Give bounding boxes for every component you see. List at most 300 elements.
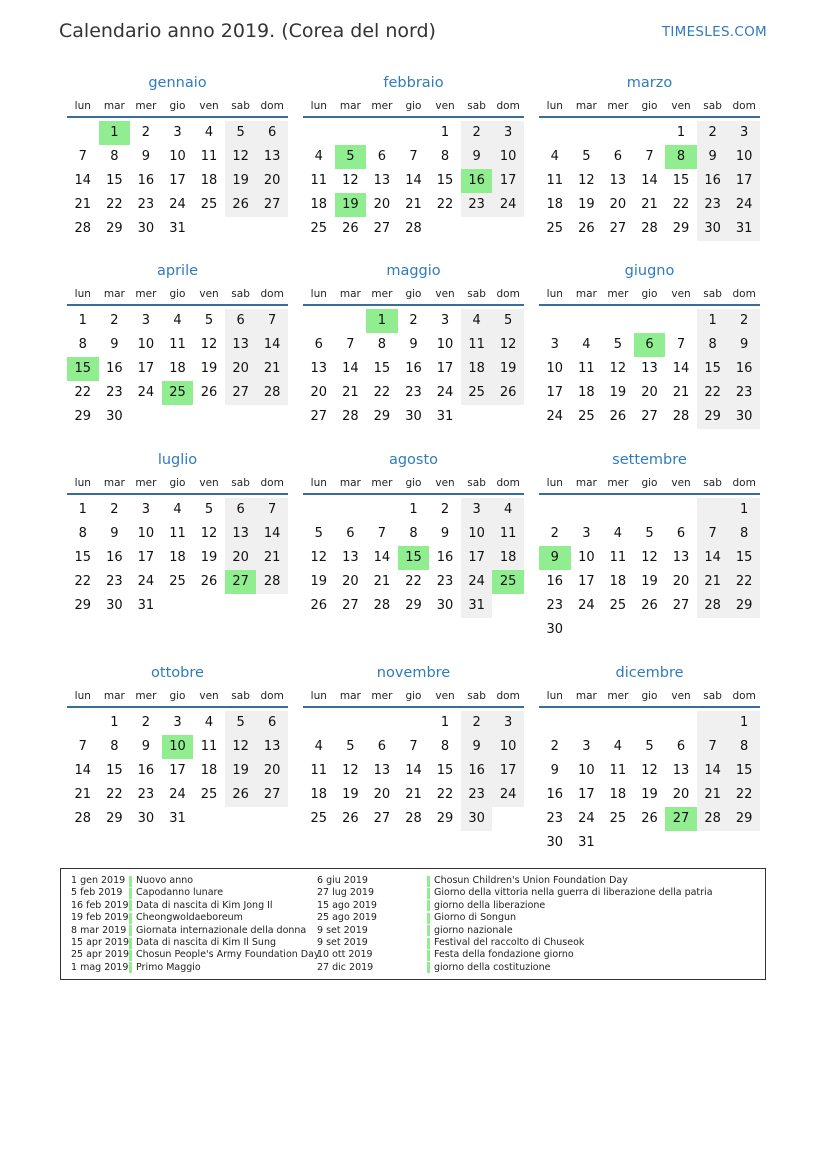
month-dicembre	[539, 662, 760, 855]
day-cell: 3	[173, 715, 182, 730]
day-cell: 27	[373, 221, 391, 236]
day-cell: 31	[169, 811, 186, 826]
day-cell: 4	[314, 149, 323, 164]
day-cell: 16	[106, 550, 123, 565]
day-cell: 31	[137, 598, 155, 613]
day-cell: 1	[728, 711, 760, 735]
day-cell: 14	[256, 333, 288, 357]
holiday-marker	[129, 962, 132, 973]
weekday-label: mer	[371, 288, 393, 300]
day-cell: 4	[492, 498, 524, 522]
day-cell: 20	[373, 197, 391, 212]
day-cell: 2	[409, 313, 418, 328]
day-cell: 25	[609, 598, 627, 613]
empty-day-cell	[366, 498, 398, 522]
weekday-label: sab	[703, 288, 722, 300]
month-name: giugno	[624, 263, 675, 279]
day-cell: 2	[110, 313, 119, 328]
day-cell: 3	[550, 337, 559, 352]
legend-holiday-name: Giornata internazionale della donna	[136, 924, 307, 936]
day-cell: 3	[141, 502, 151, 517]
day-cell: 27	[256, 193, 288, 217]
day-cell: 26	[641, 811, 658, 826]
weekday-label: sab	[703, 100, 722, 112]
day-cell: 3	[492, 121, 524, 145]
day-cell: 25	[200, 197, 218, 212]
day-cell: 13	[373, 173, 391, 188]
holiday-marker	[427, 950, 430, 961]
weekday-label: dom	[496, 100, 520, 112]
empty-day-cell	[539, 121, 571, 145]
weekday-header	[67, 473, 288, 495]
day-cell: 31	[728, 217, 760, 241]
day-cell: 19	[200, 550, 218, 565]
legend-date: 15 ago 2019	[317, 899, 377, 911]
holiday-marker	[129, 913, 132, 924]
day-cell: 13	[256, 735, 288, 759]
empty-day-cell	[366, 121, 398, 145]
day-cell: 8	[440, 149, 450, 164]
day-cell: 31	[461, 594, 493, 618]
weekday-label: ven	[671, 477, 691, 489]
day-cell: 30	[405, 409, 422, 424]
day-cell: 9	[550, 763, 559, 778]
empty-day-cell	[571, 309, 603, 333]
day-cell: 14	[697, 546, 729, 570]
day-cell: 3	[582, 526, 591, 541]
month-name: novembre	[376, 665, 451, 681]
day-cell: 7	[78, 739, 87, 754]
day-cell: 1	[78, 502, 87, 517]
day-cell: 24	[728, 193, 760, 217]
weekday-label: ven	[199, 477, 219, 489]
day-cell: 29	[74, 409, 92, 424]
day-cell: 4	[613, 739, 623, 754]
empty-day-cell	[398, 711, 430, 735]
day-cell: 21	[697, 783, 729, 807]
day-cell: 12	[200, 526, 218, 541]
empty-day-cell	[335, 498, 367, 522]
day-cell: 19	[342, 787, 359, 802]
day-cell: 15	[373, 361, 391, 376]
day-cell: 21	[74, 787, 92, 802]
day-cell: 18	[609, 787, 627, 802]
day-cell: 21	[697, 570, 729, 594]
weekday-label: sab	[703, 477, 722, 489]
day-cell: 24	[546, 409, 564, 424]
day-cell: 20	[310, 385, 328, 400]
weekday-header	[67, 686, 288, 708]
weekday-label: ven	[435, 288, 455, 300]
day-cell: 27	[225, 381, 257, 405]
legend-holiday-name: giorno nazionale	[434, 924, 513, 936]
day-cell: 29	[106, 811, 123, 826]
day-cell: 27	[310, 409, 328, 424]
day-cell: 12	[342, 763, 359, 778]
empty-day-cell	[665, 309, 697, 333]
holiday-day-cell: 19	[335, 193, 367, 217]
legend-holiday-name: giorno della costituzione	[434, 961, 551, 973]
day-cell: 15	[106, 763, 123, 778]
day-cell: 22	[672, 197, 690, 212]
day-cell: 14	[641, 173, 658, 188]
day-cell: 27	[342, 598, 359, 613]
month-name: febbraio	[383, 75, 444, 91]
weekday-label: dom	[496, 477, 520, 489]
holiday-day-cell: 8	[665, 145, 697, 169]
month-ottobre	[67, 662, 288, 831]
day-cell: 20	[672, 574, 690, 589]
weekday-header	[303, 473, 524, 495]
day-cell: 2	[141, 125, 151, 140]
day-cell: 22	[74, 385, 92, 400]
day-cell: 9	[141, 149, 151, 164]
day-cell: 30	[436, 598, 454, 613]
legend-holiday-name: Chosun Children's Union Foundation Day	[434, 875, 628, 886]
day-grid	[303, 121, 524, 241]
holiday-marker	[427, 925, 430, 936]
holiday-day-cell: 25	[492, 570, 524, 594]
day-cell: 17	[728, 169, 760, 193]
weekday-label: lun	[546, 477, 563, 489]
holiday-marker	[427, 938, 430, 949]
day-cell: 1	[409, 502, 418, 517]
legend-date: 16 feb 2019	[71, 899, 129, 911]
weekday-label: lun	[74, 288, 91, 300]
day-cell: 25	[310, 221, 328, 236]
empty-day-cell	[539, 498, 571, 522]
day-cell: 5	[314, 526, 323, 541]
day-cell: 23	[461, 783, 493, 807]
month-luglio	[67, 449, 288, 618]
empty-day-cell	[602, 121, 634, 145]
day-cell: 30	[137, 811, 155, 826]
day-grid	[67, 121, 288, 241]
day-cell: 18	[169, 550, 186, 565]
weekday-label: mer	[135, 477, 157, 489]
day-cell: 22	[697, 381, 729, 405]
weekday-header	[67, 284, 288, 306]
day-cell: 7	[676, 337, 686, 352]
day-cell: 9	[409, 337, 418, 352]
day-cell: 8	[728, 522, 760, 546]
day-cell: 5	[645, 739, 654, 754]
weekday-label: mar	[339, 100, 361, 112]
day-cell: 9	[461, 145, 493, 169]
legend-row	[317, 887, 713, 899]
day-cell: 26	[492, 381, 524, 405]
legend-holiday-name: Cheongwoldaeboreum	[136, 912, 243, 924]
weekday-header	[539, 284, 760, 306]
weekday-label: lun	[74, 690, 91, 702]
day-cell: 12	[200, 337, 218, 352]
day-cell: 7	[697, 735, 729, 759]
legend-holiday-name: Giorno di Songun	[434, 912, 517, 924]
day-cell: 1	[78, 313, 87, 328]
day-cell: 23	[546, 811, 564, 826]
weekday-label: mer	[135, 100, 157, 112]
day-cell: 2	[440, 502, 450, 517]
day-cell: 1	[676, 125, 686, 140]
day-cell: 12	[609, 361, 627, 376]
weekday-label: mar	[575, 477, 597, 489]
day-cell: 10	[137, 526, 155, 541]
weekday-label: dom	[260, 690, 284, 702]
holiday-marker	[427, 876, 430, 887]
holiday-day-cell: 1	[366, 309, 398, 333]
legend-holiday-name: Data di nascita di Kim Il Sung	[136, 936, 277, 948]
holiday-day-cell: 16	[461, 169, 493, 193]
weekday-label: ven	[199, 690, 219, 702]
weekday-label: gio	[169, 288, 186, 300]
weekday-label: gio	[405, 477, 422, 489]
weekday-header	[539, 686, 760, 708]
weekday-label: dom	[732, 477, 756, 489]
day-cell: 5	[346, 739, 355, 754]
day-cell: 30	[728, 405, 760, 429]
legend-row	[71, 962, 320, 974]
holiday-day-cell: 27	[665, 807, 697, 831]
day-cell: 21	[672, 385, 690, 400]
weekday-label: mar	[103, 690, 125, 702]
day-cell: 18	[578, 385, 595, 400]
day-cell: 29	[728, 807, 760, 831]
month-marzo	[539, 72, 760, 241]
day-cell: 17	[578, 574, 595, 589]
day-grid	[539, 309, 760, 429]
day-cell: 29	[405, 598, 422, 613]
holiday-day-cell: 1	[99, 121, 131, 145]
day-cell: 16	[697, 169, 729, 193]
day-cell: 25	[546, 221, 564, 236]
day-cell: 5	[225, 121, 257, 145]
legend-date: 10 ott 2019	[317, 949, 373, 961]
day-cell: 22	[728, 570, 760, 594]
day-cell: 21	[74, 197, 92, 212]
day-cell: 4	[204, 125, 214, 140]
empty-day-cell	[571, 711, 603, 735]
page-title: Calendario anno 2019. (Corea del nord)	[59, 20, 436, 42]
day-grid	[67, 711, 288, 831]
weekday-label: lun	[310, 100, 327, 112]
legend-holiday-name: Nuovo anno	[136, 875, 194, 886]
day-cell: 24	[578, 811, 595, 826]
day-cell: 8	[440, 739, 450, 754]
empty-day-cell	[571, 121, 603, 145]
legend-holiday-name: Chosun People's Army Foundation Day	[136, 949, 320, 961]
day-cell: 14	[373, 550, 391, 565]
day-cell: 23	[546, 598, 564, 613]
holiday-day-cell: 6	[634, 333, 666, 357]
day-cell: 17	[578, 787, 595, 802]
holiday-day-cell: 25	[162, 381, 194, 405]
day-cell: 20	[225, 357, 257, 381]
weekday-label: sab	[467, 288, 486, 300]
day-cell: 2	[728, 309, 760, 333]
weekday-label: sab	[231, 690, 250, 702]
day-cell: 26	[200, 385, 218, 400]
day-cell: 6	[613, 149, 623, 164]
month-novembre	[303, 662, 524, 831]
weekday-label: mar	[103, 100, 125, 112]
weekday-label: ven	[671, 288, 691, 300]
day-cell: 26	[310, 598, 328, 613]
empty-day-cell	[303, 121, 335, 145]
day-cell: 26	[225, 783, 257, 807]
weekday-label: sab	[231, 100, 250, 112]
day-cell: 30	[697, 217, 729, 241]
weekday-label: mar	[575, 288, 597, 300]
month-maggio	[303, 260, 524, 429]
empty-day-cell	[571, 498, 603, 522]
weekday-label: ven	[671, 690, 691, 702]
month-name: maggio	[386, 263, 441, 279]
weekday-label: mer	[607, 690, 629, 702]
day-cell: 21	[641, 197, 658, 212]
weekday-label: ven	[199, 288, 219, 300]
day-cell: 11	[578, 361, 595, 376]
day-cell: 7	[256, 498, 288, 522]
legend-date: 27 dic 2019	[317, 961, 374, 973]
day-cell: 22	[436, 197, 454, 212]
weekday-header	[67, 96, 288, 118]
day-cell: 25	[461, 381, 493, 405]
weekday-header	[303, 686, 524, 708]
day-grid	[67, 309, 288, 429]
day-cell: 10	[578, 763, 595, 778]
legend-row	[317, 937, 713, 949]
day-cell: 24	[169, 787, 186, 802]
day-cell: 17	[169, 173, 186, 188]
day-cell: 4	[204, 715, 214, 730]
weekday-label: dom	[260, 288, 284, 300]
month-name: marzo	[626, 75, 673, 91]
legend-holiday-name: Giorno della vittoria nella guerra di liberazione della patria	[434, 887, 713, 899]
day-cell: 5	[582, 149, 591, 164]
day-cell: 28	[697, 594, 729, 618]
day-cell: 29	[436, 811, 454, 826]
weekday-label: mer	[135, 690, 157, 702]
brand-link[interactable]: TIMESLES.COM	[661, 24, 767, 40]
day-cell: 24	[578, 598, 595, 613]
day-cell: 17	[169, 763, 186, 778]
day-cell: 12	[641, 550, 658, 565]
weekday-label: ven	[435, 100, 455, 112]
holiday-marker	[427, 913, 430, 924]
empty-day-cell	[665, 498, 697, 522]
holiday-marker	[129, 925, 132, 936]
legend-row	[317, 900, 713, 912]
day-cell: 28	[405, 811, 422, 826]
weekday-label: lun	[546, 100, 563, 112]
legend-date: 15 apr 2019	[71, 936, 130, 948]
day-cell: 11	[310, 173, 328, 188]
day-cell: 22	[436, 787, 454, 802]
day-cell: 26	[578, 221, 595, 236]
day-cell: 6	[346, 526, 355, 541]
holiday-marker	[129, 938, 132, 949]
day-cell: 20	[256, 759, 288, 783]
day-cell: 29	[697, 405, 729, 429]
day-grid	[539, 498, 760, 642]
weekday-header	[539, 96, 760, 118]
day-cell: 13	[225, 522, 257, 546]
day-cell: 7	[256, 309, 288, 333]
day-cell: 9	[461, 735, 493, 759]
day-cell: 6	[377, 149, 387, 164]
day-cell: 19	[492, 357, 524, 381]
day-cell: 18	[461, 357, 493, 381]
legend-date: 9 set 2019	[317, 924, 368, 936]
day-cell: 16	[461, 759, 493, 783]
empty-day-cell	[634, 309, 666, 333]
day-cell: 15	[728, 546, 760, 570]
day-cell: 20	[342, 574, 359, 589]
day-grid	[539, 711, 760, 855]
weekday-label: ven	[435, 690, 455, 702]
weekday-label: mer	[371, 100, 393, 112]
day-cell: 28	[74, 811, 92, 826]
day-cell: 14	[697, 759, 729, 783]
weekday-label: dom	[260, 477, 284, 489]
month-name: settembre	[612, 452, 687, 468]
empty-day-cell	[602, 309, 634, 333]
day-cell: 19	[641, 574, 658, 589]
holiday-marker	[427, 888, 430, 899]
day-cell: 21	[342, 385, 359, 400]
empty-day-cell	[67, 711, 99, 735]
empty-day-cell	[602, 498, 634, 522]
day-cell: 12	[225, 735, 257, 759]
weekday-label: lun	[546, 690, 563, 702]
day-cell: 11	[310, 763, 328, 778]
holiday-day-cell: 27	[225, 570, 257, 594]
day-cell: 17	[492, 169, 524, 193]
empty-day-cell	[335, 121, 367, 145]
day-cell: 18	[310, 787, 328, 802]
holiday-marker	[129, 888, 132, 899]
day-cell: 7	[697, 522, 729, 546]
day-cell: 12	[641, 763, 658, 778]
day-cell: 28	[405, 221, 422, 236]
weekday-label: sab	[467, 100, 486, 112]
legend-holiday-name: Data di nascita di Kim Jong Il	[136, 899, 273, 911]
weekday-label: dom	[260, 100, 284, 112]
day-cell: 18	[200, 173, 218, 188]
legend-date: 5 feb 2019	[71, 887, 123, 899]
day-cell: 8	[377, 337, 387, 352]
day-cell: 13	[672, 550, 690, 565]
day-cell: 25	[310, 811, 328, 826]
empty-day-cell	[335, 711, 367, 735]
empty-day-cell	[634, 121, 666, 145]
day-cell: 2	[697, 121, 729, 145]
day-cell: 11	[492, 522, 524, 546]
day-cell: 20	[641, 385, 658, 400]
day-cell: 9	[110, 337, 119, 352]
legend-date: 25 ago 2019	[317, 912, 377, 924]
weekday-label: lun	[74, 477, 91, 489]
legend-date: 1 mag 2019	[71, 961, 129, 973]
day-cell: 4	[613, 526, 623, 541]
day-cell: 3	[440, 313, 450, 328]
day-cell: 19	[641, 787, 658, 802]
day-cell: 18	[169, 361, 186, 376]
legend-column-left	[71, 875, 320, 974]
day-cell: 12	[225, 145, 257, 169]
weekday-label: lun	[310, 477, 327, 489]
day-cell: 22	[106, 787, 123, 802]
